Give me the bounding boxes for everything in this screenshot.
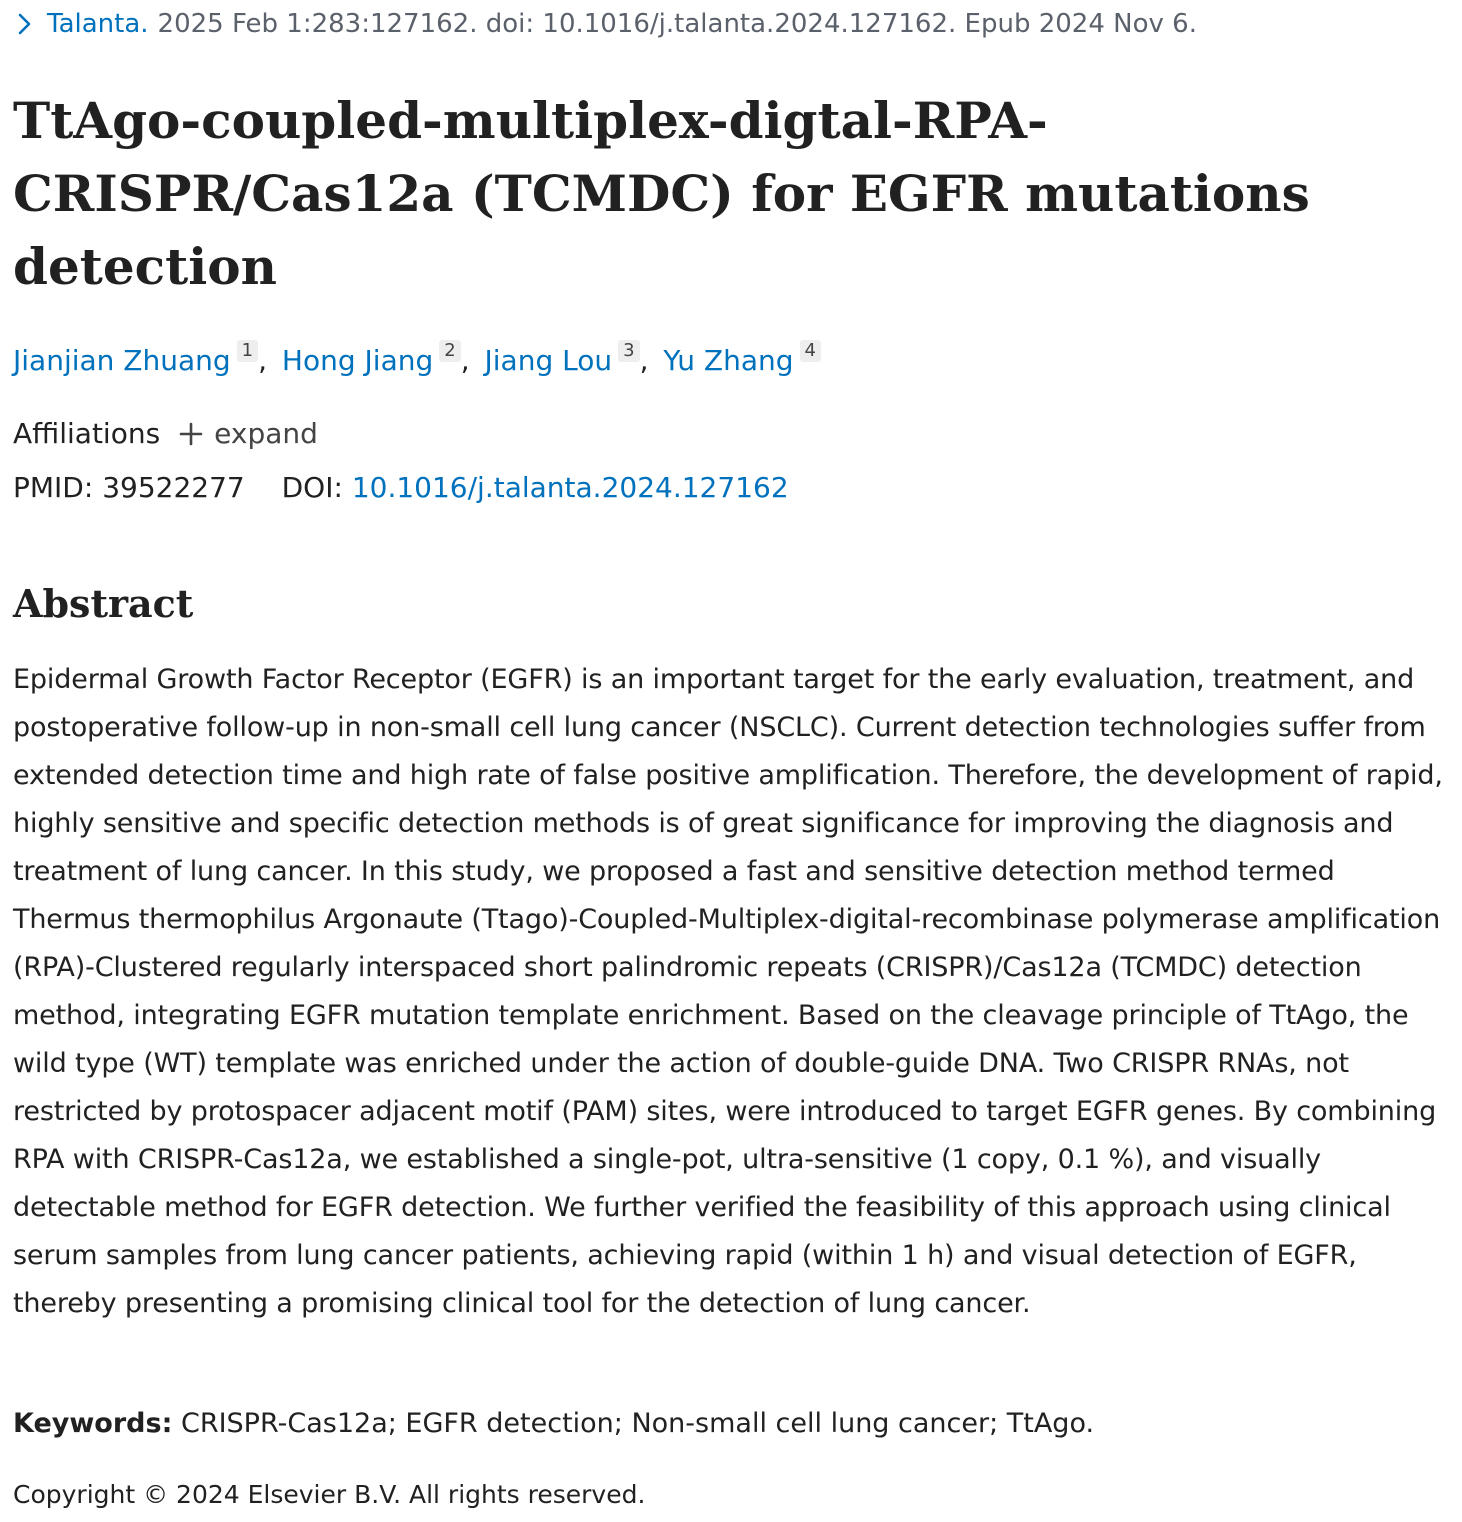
journal-link[interactable]: Talanta. [47, 9, 149, 39]
article-title: TtAgo-coupled-multiplex-digtal-RPA-CRISPR/Cas12a (TCMDC) for EGFR mutations detection [13, 91, 1310, 296]
affiliation-number[interactable]: 2 [439, 340, 460, 362]
affiliations-expand-button[interactable] [178, 414, 318, 454]
abstract-text: Epidermal Growth Factor Receptor (EGFR) is an important target for the early evaluation, treatment, and postoperative follow-up in non-small cell lung cancer (NSCLC). Current detection technologies suffer from extended detection time and high rate of false positive amplification. Therefore, the development of rapid, highly sensitive and specific detection methods is of great significance for improving the diagnosis and treatment of lung cancer. In this study, we proposed a fast and sensitive detection method termed Thermus thermophilus Argonaute (Ttago)-Coupled-Multiplex-digital-recombinase polymerase amplification (RPA)-Clustered regularly interspaced short palindromic repeats (CRISPR)/Cas12a (TCMDC) detection method, integrating EGFR mutation template enrichment. Based on the cleavage principle of TtAgo, the wild type (WT) template was enriched under the action of double-guide DNA. Two CRISPR RNAs, not restricted by protospacer adjacent motif (PAM) sites, were introduced to target EGFR genes. By combining RPA with CRISPR-Cas12a, we established a single-pot, ultra-sensitive (1 copy, 0.1 %), and visually detectable method for EGFR detection. We further verified the feasibility of this approach using clinical serum samples from lung cancer patients, achieving rapid (within 1 h) and visual detection of EGFR, thereby presenting a promising clinical tool for the detection of lung cancer. [13, 664, 1443, 1319]
author-link[interactable]: Jiang Lou [484, 344, 613, 377]
affiliations-row [13, 414, 318, 454]
keywords [13, 1400, 1094, 1448]
citation-details: 2025 Feb 1:283:127162. doi: 10.1016/j.talanta.2024.127162. Epub 2024 Nov 6. [157, 9, 1197, 39]
expand-label: expand [214, 417, 318, 450]
author-separator: , [639, 344, 649, 377]
citation-line [13, 6, 1197, 42]
author-link[interactable]: Jianjian Zhuang [13, 344, 231, 377]
chevron-right-icon[interactable] [13, 12, 37, 36]
abstract-heading: Abstract [13, 581, 194, 626]
doi-link[interactable]: 10.1016/j.talanta.2024.127162 [351, 471, 789, 504]
doi-label: DOI: [281, 471, 343, 504]
affiliations-label: Affiliations [13, 417, 161, 450]
keywords-text: CRISPR-Cas12a; EGFR detection; Non-small cell lung cancer; TtAgo. [180, 1408, 1095, 1439]
affiliation-number[interactable]: 1 [237, 340, 258, 362]
author-separator: , [460, 344, 470, 377]
author-separator: , [258, 344, 268, 377]
affiliation-number[interactable]: 4 [800, 340, 821, 362]
plus-icon [178, 421, 204, 447]
affiliation-number[interactable]: 3 [618, 340, 639, 362]
author-list [13, 340, 821, 381]
author-link[interactable]: Hong Jiang [281, 344, 434, 377]
pmid-label: PMID: [13, 471, 94, 504]
author-link[interactable]: Yu Zhang [663, 344, 794, 377]
copyright-notice: Copyright © 2024 Elsevier B.V. All rights reserved. [13, 1480, 646, 1509]
keywords-label: Keywords: [13, 1408, 173, 1439]
pmid-value: 39522277 [102, 471, 245, 504]
identifiers-row [13, 468, 789, 508]
